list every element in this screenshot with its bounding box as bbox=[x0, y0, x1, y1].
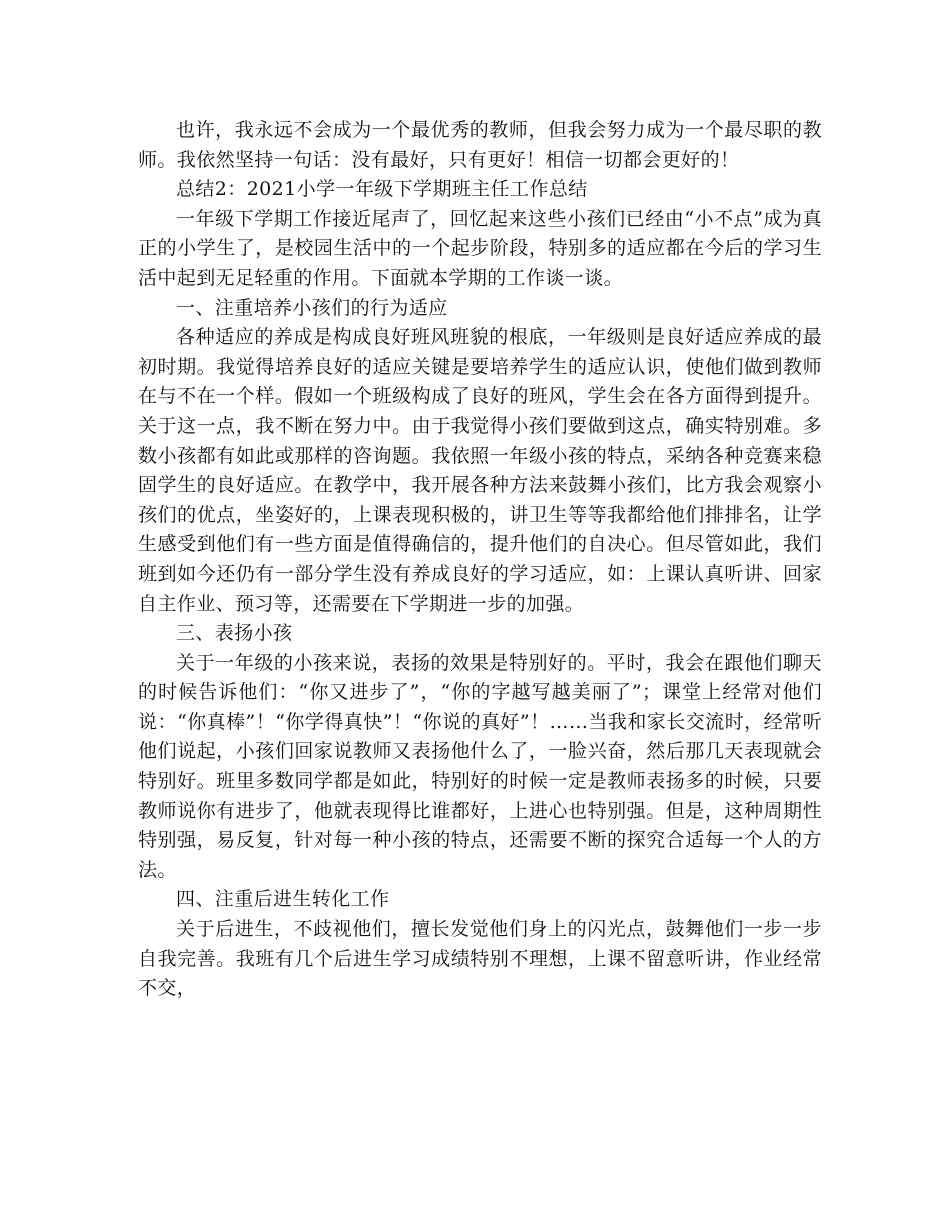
struggling-students-paragraph: 关于后进生，不歧视他们，擅长发觉他们身上的闪光点，鼓舞他们一步一步自我完善。我班有几个后进生学习成绩特别不理想，上课不留意听讲，作业经常不交， bbox=[138, 918, 822, 1000]
praise-paragraph: 关于一年级的小孩来说，表扬的效果是特别好的。平时，我会在跟他们聊天的时候告诉他们：“你又进步了”，“你的字越写越美丽了”；课堂上经常对他们说：“你真棒”！“你学得真快”！“你说的真好”！……当我和家长交流时，经常听他们说起，小孩们回家说教师又表扬他什么了，一脸兴奋，然后那几天表现就会特别好。班里多数同学都是如此，特别好的时候一定是教师表扬多的时候，只要教师说你有进步了，他就表现得比谁都好，上进心也特别强。但是，这种周期性特别强，易反复，针对每一种小孩的特点，还需要不断的探究合适每一个人的方法。 bbox=[138, 651, 822, 881]
document-body bbox=[138, 116, 822, 1004]
behavior-paragraph: 各种适应的养成是构成良好班风班貌的根底，一年级则是良好适应养成的最初时期。我觉得培养良好的适应关键是要培养学生的适应认识，使他们做到教师在与不在一个样。假如一个班级构成了良好的班风，学生会在各方面得到提升。关于这一点，我不断在努力中。由于我觉得小孩们要做到这点，确实特别难。多数小孩都有如此或那样的咨询题。我依照一年级小孩的特点，采纳各种竞赛来稳固学生的良好适应。在教学中，我开展各种方法来鼓舞小孩们，比方我会观察小孩们的优点，坐姿好的，上课表现积极的，讲卫生等等我都给他们排排名，让学生感受到他们有一些方面是值得确信的，提升他们的自决心。但尽管如此，我们班到如今还仍有一部分学生没有养成良好的学习适应，如：上课认真听讲、回家自主作业、预习等，还需要在下学期进一步的加强。 bbox=[138, 326, 822, 615]
section-heading-behavior: 一、注重培养小孩们的行为适应 bbox=[176, 296, 448, 319]
section-heading-struggling-students: 四、注重后进生转化工作 bbox=[176, 888, 390, 911]
section-heading-praise: 三、表扬小孩 bbox=[176, 622, 293, 645]
intro-paragraph: 一年级下学期工作接近尾声了，回忆起来这些小孩们已经由“小不点”成为真正的小学生了，是校园生活中的一个起步阶段，特别多的适应都在今后的学习生活中起到无足轻重的作用。下面就本学期的工作谈一谈。 bbox=[138, 207, 822, 289]
summary-title: 总结2：2021小学一年级下学期班主任工作总结 bbox=[176, 178, 588, 201]
closing-paragraph: 也许，我永远不会成为一个最优秀的教师，但我会努力成为一个最尽职的教师。我依然坚持一句话：没有最好，只有更好！相信一切都会更好的！ bbox=[138, 119, 822, 171]
